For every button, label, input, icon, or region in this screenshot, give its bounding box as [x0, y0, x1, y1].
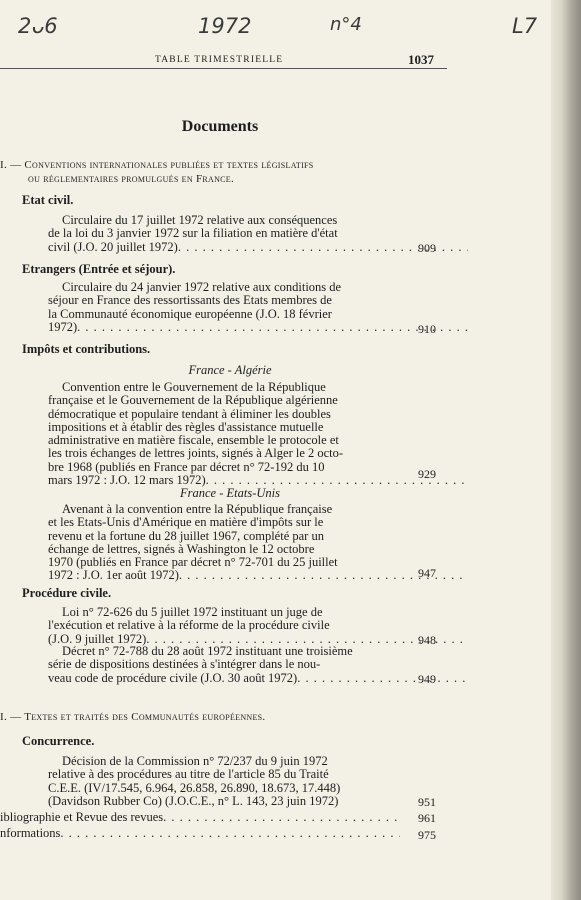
entry-line: Décret n° 72-788 du 28 août 1972 instituant une troisième [62, 644, 353, 658]
entry-france-algerie [0, 381, 468, 487]
handwritten-note-number: n°4 [330, 14, 362, 35]
page-title: Documents [181, 118, 259, 135]
entry-page-ref: 910 [418, 322, 436, 336]
entry-line: et les Etats-Unis d'Amérique en matière d'impôts sur le [48, 515, 324, 530]
entry-page-ref: 948 [418, 633, 436, 647]
footer-page-ref: 961 [418, 811, 436, 825]
page-number: 1037 [408, 52, 434, 67]
section-2-line-1: I. — Textes et traités des Communautés européennes. [0, 711, 266, 723]
subheading-impots: Impôts et contributions. [22, 342, 151, 356]
subheading-etat-civil: Etat civil. [22, 193, 74, 207]
running-title: TABLE TRIMESTRIELLE [155, 55, 284, 65]
page-edge-shadow [551, 0, 581, 900]
entry-line: Loi n° 72-626 du 5 juillet 1972 instituant un juge de [62, 605, 323, 619]
entry-line: Avenant à la convention entre la République française [62, 502, 333, 516]
entry-france-etats-unis [0, 503, 468, 583]
section-1-heading [0, 158, 420, 186]
handwritten-note-year: 1972 [198, 14, 252, 38]
entry-line: impositions et à établir des règles d'assistance mutuelle [48, 419, 324, 434]
entry-line-last: 1972) [48, 319, 78, 334]
entry-line: 1970 (publiés en France par décret n° 72-701 du 25 juillet [48, 555, 338, 570]
entry-line: de la loi du 3 janvier 1972 sur la filiation en matière d'état [48, 226, 338, 241]
entry-line-last: mars 1972 : J.O. 12 mars 1972) [48, 473, 206, 488]
section-1-line-2: ou réglementaires promulgués en France. [28, 173, 235, 185]
entry-line-last: civil (J.O. 20 juillet 1972) [48, 239, 178, 254]
entry-line: Circulaire du 24 janvier 1972 relative aux conditions de [62, 280, 342, 294]
entry-line: démocratique et populaire tendant à éliminer les doubles [48, 406, 331, 421]
entry-decision-72-237 [0, 755, 468, 808]
entry-line: revenu et la fortune du 28 juillet 1967, complété par un [48, 528, 324, 543]
entry-page-ref: 909 [418, 241, 436, 255]
entry-line: la Communauté économique européenne (J.O. 18 février [48, 306, 332, 321]
entry-line: C.E.E. (IV/17.545, 6.964, 26.858, 26.890, 18.673, 17.448) [48, 780, 341, 795]
entry-etrangers [0, 281, 468, 334]
entry-line: administrative en matière fiscale, ensemble le protocole et [48, 433, 339, 448]
entry-line: relative à des procédures au titre de l'article 85 du Traité [48, 767, 329, 782]
subheading-concurrence: Concurrence. [22, 734, 95, 748]
footer-label: ibliographie et Revue des revues [0, 810, 164, 824]
entry-line: série de dispositions destinées à s'intégrer dans le nou- [48, 657, 321, 672]
handwritten-note-right: L7 [512, 14, 538, 38]
entry-line: Convention entre le Gouvernement de la République [62, 380, 326, 394]
entry-line-last: (Davidson Rubber Co) (J.O.C.E., n° L. 143, 23 juin 1972) [48, 793, 339, 808]
footer-label: nformations [0, 826, 61, 840]
entry-page-ref: 949 [418, 672, 436, 686]
entry-line: Circulaire du 17 juillet 1972 relative aux conséquences [62, 213, 338, 227]
entry-page-ref: 929 [418, 467, 436, 481]
country-pair-france-algerie: France - Algérie [188, 363, 272, 377]
entry-line: les trois échanges de lettres joints, signés à Alger le 2 octo- [48, 446, 344, 461]
header-rule [0, 68, 447, 69]
section-1-line-1: I. — Conventions internationales publiées et textes législatifs [0, 159, 314, 171]
entry-line: séjour en France des ressortissants des Etats membres de [48, 293, 332, 308]
section-2-heading [0, 710, 420, 724]
country-pair-france-etats-unis: France - Etats-Unis [180, 486, 280, 500]
footer-bibliographie [0, 810, 400, 825]
entry-decret-72-788 [0, 645, 468, 685]
entry-line-last: 1972 : J.O. 1er août 1972) [48, 568, 179, 583]
entry-line: française et le Gouvernement de la République algérienne [48, 393, 338, 408]
footer-page-ref: 975 [418, 828, 436, 842]
entry-page-ref: 947 [418, 566, 436, 580]
entry-line: Décision de la Commission n° 72/237 du 9 juin 1972 [62, 754, 328, 768]
handwritten-note-left: 2ᴗ6 [18, 14, 58, 38]
entry-line-last: (J.O. 9 juillet 1972) [48, 631, 147, 646]
entry-line: échange de lettres, signés à Washington le 12 octobre [48, 541, 315, 556]
entry-loi-72-626 [0, 606, 468, 646]
entry-line: l'exécution et relative à la réforme de la procédure civile [48, 618, 330, 633]
subheading-etrangers: Etrangers (Entrée et séjour). [22, 262, 176, 276]
footer-informations [0, 826, 400, 841]
subheading-procedure-civile: Procédure civile. [22, 586, 112, 600]
entry-etat-civil [0, 214, 468, 254]
entry-line: bre 1968 (publiés en France par décret n° 72-192 du 10 [48, 459, 325, 474]
entry-page-ref: 951 [418, 795, 436, 809]
entry-line-last: veau code de procédure civile (J.O. 30 août 1972) [48, 670, 298, 685]
